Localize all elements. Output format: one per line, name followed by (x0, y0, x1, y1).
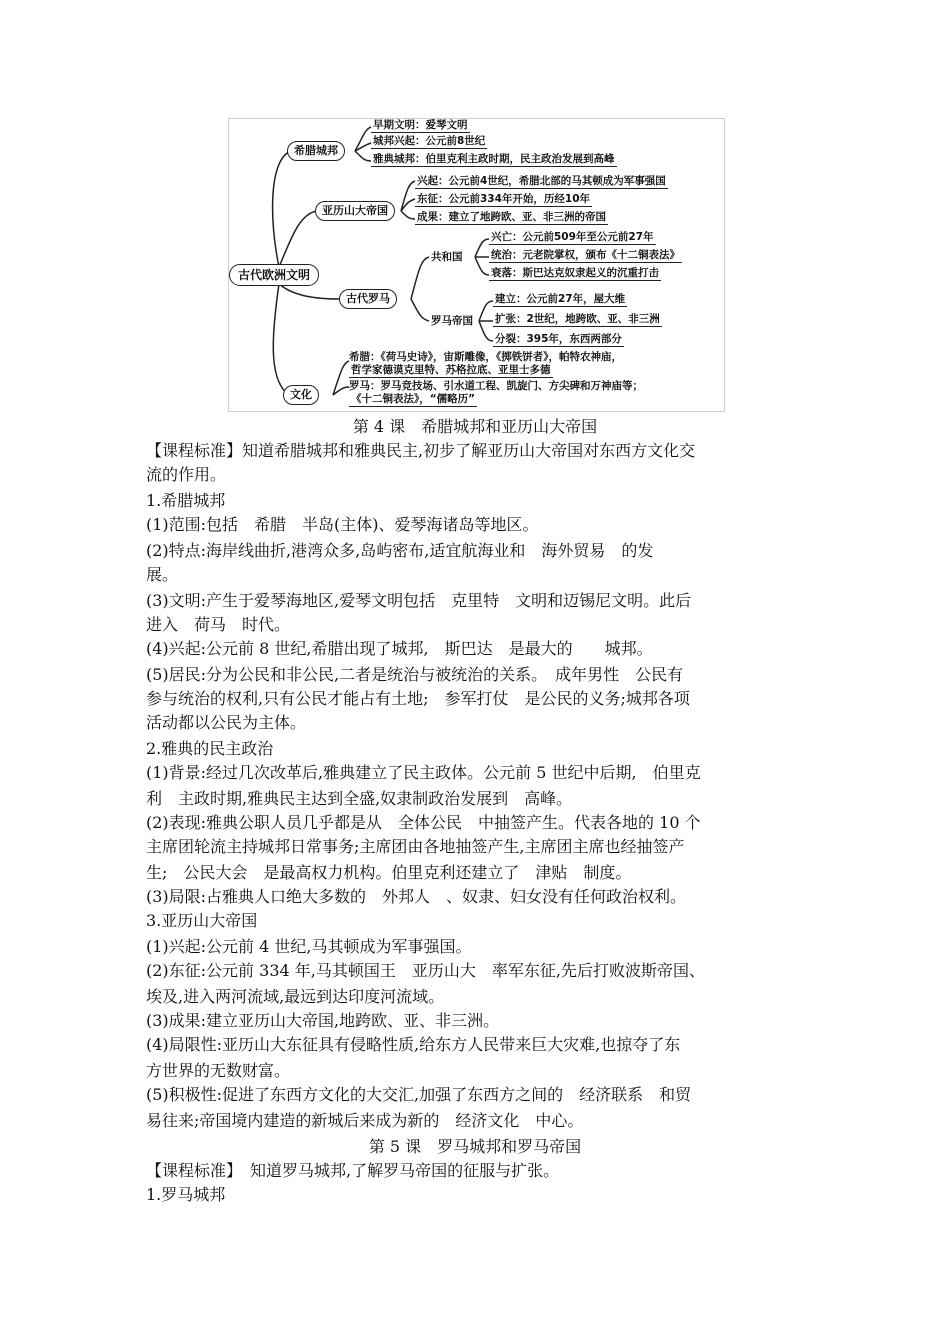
lesson4-line: (3)局限:占雅典人口绝大多数的 外邦人 、奴隶、妇女没有任何政治权利。 (146, 887, 687, 906)
republic-item-3: 衰落：斯巴达克奴隶起义的沉重打击 (491, 267, 659, 279)
lesson4-line: 主席团轮流主持城邦日常事务;主席团由各地抽签产生,主席团主席也经抽签产 (146, 837, 685, 856)
alexander-item-2: 东征：公元前334年开始，历经10年 (417, 193, 591, 205)
branch-culture: 文化 (283, 385, 319, 405)
alexander-item-1: 兴起：公元前4世纪，希腊北部的马其顿成为军事强国 (417, 175, 666, 187)
lesson4-line: 活动都以公民为主体。 (146, 713, 307, 732)
rome-empire: 罗马帝国 (431, 315, 473, 327)
lesson5-line: 【课程标准】 知道罗马城邦,了解罗马帝国的征服与扩张。 (146, 1161, 560, 1180)
lesson4-line: 3.亚历山大帝国 (146, 911, 258, 930)
mind-map-root: 古代欧洲文明 (229, 264, 319, 286)
culture-roman-1: 罗马：罗马竞技场、引水道工程、凯旋门、方尖碑和万神庙等； (349, 380, 643, 392)
greece-item-3: 雅典城邦：伯里克利主政时期，民主政治发展到高峰 (373, 153, 615, 165)
culture-greek-2: 哲学家德谟克里特、苏格拉底、亚里士多德 (351, 364, 551, 376)
lesson4-line: (3)成果:建立亚历山大帝国,地跨欧、亚、非三洲。 (146, 1011, 500, 1030)
republic-item-1: 兴亡：公元前509年至公元前27年 (491, 231, 654, 243)
republic-item-2: 统治：元老院掌权，颁布《十二铜表法》 (491, 249, 680, 261)
culture-greek-1: 希腊：《荷马史诗》，宙斯雕像，《掷铁饼者》，帕特农神庙， (349, 351, 622, 363)
rome-republic: 共和国 (431, 251, 463, 263)
lesson5-title: 第 5 课 罗马城邦和罗马帝国 (368, 1137, 582, 1156)
lesson4-line: 生; 公民大会 是最高权力机构。伯里克利还建立了 津贴 制度。 (146, 863, 632, 882)
lesson4-line: 利 主政时期,雅典民主达到全盛,奴隶制政治发展到 高峰。 (146, 789, 573, 808)
lesson4-line: 展。 (146, 565, 179, 584)
lesson4-line: (2)特点:海岸线曲折,港湾众多,岛屿密布,适宜航海业和 海外贸易 的发 (146, 541, 654, 560)
lesson4-line: 方世界的无数财富。 (146, 1061, 291, 1080)
lesson4-line: (2)表现:雅典公职人员几乎都是从 全体公民 中抽签产生。代表各地的 10 个 (146, 813, 701, 832)
lesson4-line: 易往来;帝国境内建造的新城后来成为新的 经济文化 中心。 (146, 1111, 584, 1130)
lesson4-line: (1)范围:包括 希腊 半岛(主体)、爱琴海诸岛等地区。 (146, 515, 539, 534)
branch-alexander: 亚历山大帝国 (315, 201, 395, 221)
lesson4-line: (5)积极性:促进了东西方文化的大交汇,加强了东西方之间的 经济联系 和贸 (146, 1085, 692, 1104)
lesson4-line: (2)东征:公元前 334 年,马其顿国王 亚历山大 率军东征,先后打败波斯帝国、 (146, 961, 705, 980)
lesson4-title: 第 4 课 希腊城邦和亚历山大帝国 (352, 417, 598, 436)
lesson4-line: (4)局限性:亚历山大东征具有侵略性质,给东方人民带来巨大灾难,也掠夺了东 (146, 1035, 681, 1054)
greece-item-2: 城邦兴起：公元前8世纪 (373, 135, 486, 147)
empire-item-2: 扩张：2世纪，地跨欧、亚、非三洲 (495, 313, 660, 325)
lesson4-line: 流的作用。 (146, 465, 227, 484)
lesson4-line: (1)背景:经过几次改革后,雅典建立了民主政体。公元前 5 世纪中后期, 伯里克 (146, 763, 701, 782)
lesson4-line: 埃及,进入两河流域,最远到达印度河流域。 (146, 987, 445, 1006)
lesson4-line: (3)文明:产生于爱琴海地区,爱琴文明包括 克里特 文明和迈锡尼文明。此后 (146, 591, 692, 610)
empire-item-1: 建立：公元前27年，屋大维 (495, 293, 626, 305)
lesson4-line: (1)兴起:公元前 4 世纪,马其顿成为军事强国。 (146, 937, 472, 956)
empire-item-3: 分裂：395年，东西两部分 (495, 333, 622, 345)
lesson4-line: 参与统治的权利,只有公民才能占有土地; 参军打仗 是公民的义务;城邦各项 (146, 689, 690, 708)
lesson4-line: (4)兴起:公元前 8 世纪,希腊出现了城邦, 斯巴达 是最大的 城邦。 (146, 639, 653, 658)
lesson5-line: 1.罗马城邦 (146, 1185, 226, 1204)
branch-greece: 希腊城邦 (287, 141, 345, 161)
lesson4-line: 进入 荷马 时代。 (146, 615, 291, 634)
mind-map (228, 118, 725, 412)
lesson4-line: 2.雅典的民主政治 (146, 739, 274, 758)
lesson4-line: 【课程标准】知道希腊城邦和雅典民主,初步了解亚历山大帝国对东西方文化交 (146, 441, 696, 460)
alexander-item-3: 成果：建立了地跨欧、亚、非三洲的帝国 (417, 211, 606, 223)
branch-rome: 古代罗马 (339, 289, 397, 309)
culture-roman-2: 《十二铜表法》，“儒略历” (351, 393, 476, 405)
lesson4-line: (5)居民:分为公民和非公民,二者是统治与被统治的关系。 成年男性 公民有 (146, 665, 684, 684)
lesson4-line: 1.希腊城邦 (146, 491, 226, 510)
greece-item-1: 早期文明：爱琴文明 (373, 119, 468, 131)
